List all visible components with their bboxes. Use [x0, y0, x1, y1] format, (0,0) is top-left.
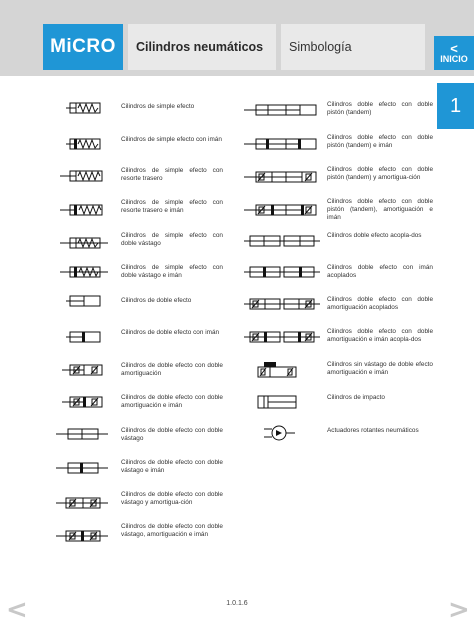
- coupled-cylinders-icon: [244, 234, 320, 248]
- single-acting-magnet-cylinder-icon: [66, 137, 106, 151]
- symbol-label: Cilindros doble efecto con doble amortiguación e imán acopla-dos: [327, 328, 433, 343]
- symbol-label: Cilindros doble efecto acopla-dos: [327, 232, 422, 239]
- symbol-label: Cilindros de simple efecto con resorte trasero e imán: [121, 199, 223, 214]
- tandem-magnet-cylinder-icon: [244, 137, 320, 151]
- rotary-actuator-icon: [262, 422, 296, 444]
- double-acting-double-rod-cushioned-cylinder-icon: [56, 496, 108, 510]
- coupled-magnet-cylinders-icon: [244, 265, 320, 279]
- symbol-label: Cilindros de doble efecto con doble amortiguación: [121, 362, 223, 377]
- single-acting-rear-spring-cylinder-icon: [60, 169, 106, 183]
- symbol-label: Cilindros doble efecto con doble pistón (tandem) y amortigua-ción: [327, 166, 433, 181]
- tandem-cushioned-magnet-cylinder-icon: [244, 203, 320, 217]
- symbol-label: Cilindros de doble efecto con imán: [121, 329, 220, 336]
- symbol-label: Cilindros de doble efecto con doble vástago, amortiguación e imán: [121, 523, 223, 538]
- symbol-label: Cilindros doble efecto con doble amortiguación acoplados: [327, 296, 433, 311]
- coupled-cushioned-magnet-cylinders-icon: [244, 330, 320, 344]
- tandem-cushioned-cylinder-icon: [244, 170, 320, 184]
- double-acting-double-rod-magnet-cylinder-icon: [56, 461, 108, 475]
- symbol-label: Cilindros doble efecto con doble pistón (tandem) e imán: [327, 134, 433, 149]
- double-acting-double-rod-cylinder-icon: [56, 427, 108, 441]
- previous-page-icon[interactable]: <: [6, 595, 28, 625]
- double-acting-double-rod-cushioned-magnet-cylinder-icon: [56, 529, 108, 543]
- page-number: 1.0.1.6: [226, 600, 248, 607]
- double-acting-cushioned-cylinder-icon: [62, 363, 106, 377]
- rodless-cylinder-icon: [256, 361, 298, 381]
- tandem-cylinder-icon: [244, 103, 320, 117]
- single-acting-double-rod-cylinder-icon: [60, 236, 108, 250]
- symbol-label: Cilindros de simple efecto con resorte trasero: [121, 167, 223, 182]
- symbol-label: Cilindros doble efecto con imán acoplados: [327, 264, 433, 279]
- impact-cylinder-icon: [256, 394, 298, 410]
- single-acting-double-rod-magnet-cylinder-icon: [60, 265, 108, 279]
- micro-logo: MiCRO: [43, 24, 123, 70]
- double-acting-cylinder-icon: [66, 294, 106, 308]
- symbol-label: Cilindros de doble efecto: [121, 297, 192, 304]
- symbol-label: Cilindros de impacto: [327, 394, 385, 401]
- next-page-icon[interactable]: >: [448, 595, 470, 625]
- single-acting-cylinder-icon: [66, 101, 106, 115]
- home-button[interactable]: [434, 36, 474, 70]
- symbol-label: Cilindros de doble efecto con doble amortiguación e imán: [121, 394, 223, 409]
- symbol-label: Cilindros de doble efecto con doble vástago e imán: [121, 459, 223, 474]
- symbol-label: Cilindros doble efecto con doble pistón (tandem): [327, 101, 433, 116]
- symbol-label: Cilindros de simple efecto con doble vástago e imán: [121, 264, 223, 279]
- chevron-left-icon: <: [450, 40, 458, 56]
- symbol-label: Cilindros de simple efecto: [121, 103, 195, 110]
- home-button-label: INICIO: [440, 53, 468, 64]
- symbol-label: Cilindros de doble efecto con doble vástago y amortigua-ción: [121, 491, 223, 506]
- page-title: Cilindros neumáticos: [128, 24, 276, 70]
- symbol-label: Cilindros doble efecto con doble pistón (tandem), amortiguación e imán: [327, 198, 433, 221]
- single-acting-rear-spring-magnet-cylinder-icon: [60, 203, 106, 217]
- double-acting-magnet-cylinder-icon: [66, 330, 106, 344]
- symbol-label: Cilindros de doble efecto con doble vástago: [121, 427, 223, 442]
- symbol-label: Cilindros sin vástago de doble efecto amortiguación e imán: [327, 361, 433, 376]
- double-acting-cushioned-magnet-cylinder-icon: [62, 395, 106, 409]
- section-tab[interactable]: 1: [437, 83, 474, 129]
- symbol-label: Actuadores rotantes neumáticos: [327, 427, 419, 434]
- symbol-label: Cilindros de simple efecto con imán: [121, 136, 222, 143]
- coupled-cushioned-cylinders-icon: [244, 297, 320, 311]
- symbol-label: Cilindros de simple efecto con doble vástago: [121, 232, 223, 247]
- page-subtitle: Simbología: [281, 24, 425, 70]
